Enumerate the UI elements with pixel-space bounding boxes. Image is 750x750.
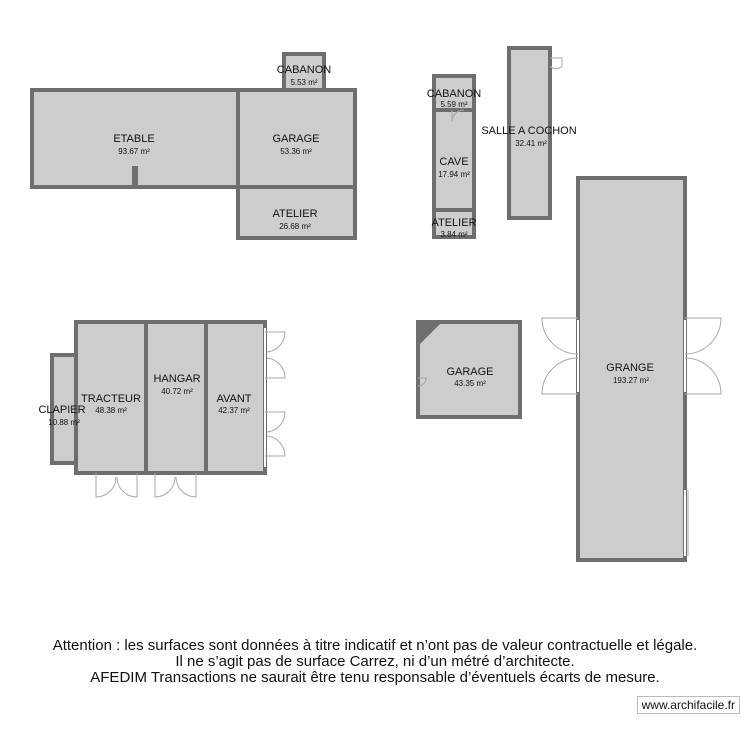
archifacile-credit: www.archifacile.fr — [637, 696, 740, 714]
avant-door-4 — [265, 436, 285, 456]
tracteur-door-right — [117, 473, 137, 497]
etable-pillar — [132, 166, 138, 186]
grange-area: 193.27 m² — [612, 376, 650, 385]
atelier-2-label: ATELIER — [431, 217, 477, 229]
tracteur-label: TRACTEUR — [81, 393, 141, 405]
clapier-label: CLAPIER — [38, 404, 86, 416]
grange-west-door-2 — [542, 358, 578, 394]
clapier-area: 10.88 m² — [48, 418, 80, 427]
salle-cochon-area: 32.41 m² — [515, 139, 547, 148]
avant-door-1 — [265, 332, 285, 352]
tracteur-area: 48.38 m² — [95, 406, 127, 415]
atelier-1-area: 26.68 m² — [279, 222, 311, 231]
disclaimer-line-3: AFEDIM Transactions ne saurait être tenu responsable d’éventuels écarts de mesure. — [90, 669, 660, 686]
avant-area: 42.37 m² — [218, 406, 250, 415]
garage-1-label: GARAGE — [272, 133, 320, 145]
cave-label: CAVE — [439, 156, 469, 168]
cabanon-2-area: 5.59 m² — [440, 100, 468, 109]
garage-2-area: 43.35 m² — [454, 379, 486, 388]
atelier-1-label: ATELIER — [272, 208, 318, 220]
atelier-2-area: 3.84 m² — [440, 230, 468, 239]
disclaimer-line-1: Attention : les surfaces sont données à titre indicatif et n’ont pas de valeur contractuelle et légale. — [52, 637, 698, 654]
avant-door-3 — [265, 412, 285, 432]
hangar-door-right — [176, 473, 196, 497]
cave-area: 17.94 m² — [438, 170, 470, 179]
cabanon-2-label: CABANON — [426, 88, 482, 100]
grange-east-door-1 — [685, 318, 721, 354]
cabanon-1-area: 5.53 m² — [290, 78, 318, 87]
etable-area: 93.67 m² — [118, 147, 150, 156]
etable-label: ETABLE — [113, 133, 155, 145]
hangar-door-left — [155, 473, 175, 497]
avant-label: AVANT — [216, 393, 252, 405]
grange-label: GRANGE — [606, 362, 654, 374]
salle-cochon-label: SALLE A COCHON — [481, 125, 577, 137]
grange-west-door-1 — [542, 318, 578, 354]
disclaimer-line-2: Il ne s’agit pas de surface Carrez, ni d’un métré d’architecte. — [175, 653, 575, 670]
garage-1-area: 53.36 m² — [280, 147, 312, 156]
hangar-label: HANGAR — [153, 373, 201, 385]
cabanon-1-label: CABANON — [276, 64, 332, 76]
garage-2-label: GARAGE — [446, 366, 494, 378]
tracteur-door-left — [96, 473, 116, 497]
grange-east-door-2 — [685, 358, 721, 394]
room-hangar — [146, 322, 206, 473]
hangar-area: 40.72 m² — [161, 387, 193, 396]
avant-door-2 — [265, 358, 285, 378]
